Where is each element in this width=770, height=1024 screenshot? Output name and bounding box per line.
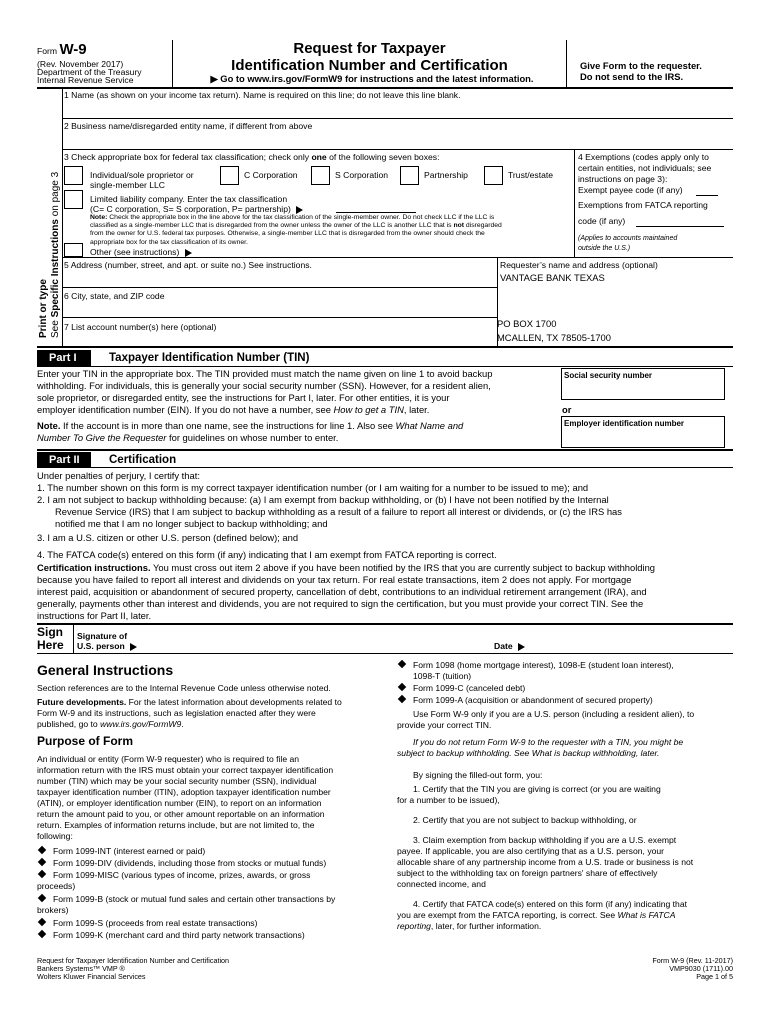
cert-instructions-label: Certification instructions. — [37, 562, 151, 573]
future-dev-3-post: . — [181, 719, 184, 729]
llc-classification-input[interactable] — [336, 212, 416, 213]
future-dev-1-text: For the latest information about developments related to — [126, 697, 342, 707]
line2-business-input[interactable] — [64, 132, 732, 148]
purpose-text-4: taxpayer identification number (ITIN), adoption taxpayer identification number — [37, 787, 331, 797]
certify-4c — [397, 921, 541, 932]
ssn-box[interactable] — [561, 368, 725, 400]
list-item — [37, 918, 257, 929]
line5-address-input[interactable] — [64, 271, 494, 286]
use-form-text-2: provide your correct TIN. — [397, 720, 492, 730]
cert-intro: Under penalties of perjury, I certify that: — [37, 470, 200, 481]
how-to-get-tin-ref: How to get a TIN — [333, 404, 404, 415]
line5-address-label: 5 Address (number, street, and apt. or suite no.) See instructions. — [64, 260, 312, 270]
bullet-1099-misc: Form 1099-MISC (various types of income, prizes, awards, or gross — [53, 870, 311, 880]
footer-publisher: Bankers Systems™ VMP ® — [37, 964, 125, 973]
line1-name-label: 1 Name (as shown on your income tax return). Name is required on this line; do not leave this line blank. — [64, 90, 461, 100]
number-to-give-ref: Number To Give the Requester — [37, 432, 167, 443]
bullet-1099-div: Form 1099-DIV (dividends, including those from stocks or mutual funds) — [53, 858, 327, 868]
diamond-bullet-icon — [38, 858, 46, 866]
footer-company: Wolters Kluwer Financial Services — [37, 972, 146, 981]
bullet-1099-misc-cont: proceeds) — [37, 881, 76, 891]
certify-3e: connected income, and — [397, 879, 486, 889]
certify-3d: subject to the withholding tax on foreign partners' share of effectively — [397, 868, 658, 878]
note-line2: classified as a single-member LLC that is disregarded from the owner unless the owner of the LLC is another LLC that is — [90, 222, 454, 230]
ein-label: Employer identification number — [564, 419, 685, 428]
list-item — [37, 846, 205, 857]
section-references: Section references are to the Internal Revenue Code unless otherwise noted. — [37, 683, 331, 693]
date-field[interactable] — [540, 632, 730, 650]
signature-label-2 — [77, 641, 137, 652]
form-title-line1: Request for Taxpayer — [293, 40, 446, 57]
bullet-1099-b: Form 1099-B (stock or mutual fund sales and certain other transactions by — [53, 894, 336, 904]
arrow-right-icon — [130, 643, 137, 651]
certify-4b — [397, 910, 675, 921]
cert-item-3: 3. I am a U.S. citizen or other U.S. person (defined below); and — [37, 532, 299, 543]
exempt-payee-input[interactable] — [696, 195, 718, 196]
revision-date: (Rev. November 2017) — [37, 59, 124, 69]
side-instructions — [38, 38, 62, 338]
agency: Internal Revenue Service — [37, 75, 134, 85]
future-dev-2: Form W-9 and its instructions, such as legislation enacted after they were — [37, 708, 316, 718]
part1-title: Taxpayer Identification Number (TIN) — [109, 352, 310, 364]
purpose-text-7: return. Examples of information returns include, but are not limited to, the — [37, 820, 315, 830]
list-item — [37, 870, 310, 881]
or-label: or — [562, 404, 572, 415]
part1-note-1-pre: If the account is in more than one name, see the instructions for line 1. Also see — [60, 420, 396, 431]
checkbox-s-corporation[interactable] — [311, 166, 330, 185]
list-item — [37, 858, 326, 869]
part1-label: Part I — [37, 350, 91, 366]
bullet-1099-a: Form 1099-A (acquisition or abandonment of secured property) — [413, 695, 653, 705]
label-c-corporation: C Corporation — [244, 170, 298, 180]
exemptions-2: certain entities, not individuals; see — [578, 163, 712, 173]
certify-1b: for a number to be issued), — [397, 795, 500, 805]
certify-4a: 4. Certify that FATCA code(s) entered on this form (if any) indicating that — [413, 899, 688, 909]
diamond-bullet-icon — [38, 870, 46, 878]
fatca-applies-2: outside the U.S.) — [578, 245, 631, 252]
give-form-note: Give Form to the requester. — [580, 60, 702, 71]
part1-text-3: sole proprietor, or disregarded entity, see the instructions for Part I, later. For other entities, it is your — [37, 392, 450, 403]
line7-account-label: 7 List account number(s) here (optional) — [64, 322, 217, 332]
certify-1a: 1. Certify that the TIN you are giving is correct (or you are waiting — [413, 784, 661, 794]
note-line2-end: disregarded — [464, 222, 502, 230]
cert-instructions-3: interest paid, acquisition or abandonment of secured property, cancellation of debt, contributions to an individual retirement arrangement (IRA), and — [37, 586, 647, 597]
certify-3a: 3. Claim exemption from backup withholding if you are a U.S. exempt — [413, 835, 677, 845]
ein-box[interactable] — [561, 416, 725, 448]
form-word: Form — [37, 46, 58, 56]
goto-instructions: ▶ Go to www.irs.gov/FormW9 for instructions and the latest information. — [210, 73, 534, 84]
list-item — [397, 695, 653, 706]
cert-item-2a: 2. I am not subject to backup withholding because: (a) I am exempt from backup withholding, or (b) I have not been notified by the Internal — [37, 494, 609, 505]
diamond-bullet-icon — [38, 846, 46, 854]
here-label: Here — [37, 638, 64, 652]
do-not-send-note: Do not send to the IRS. — [580, 71, 684, 82]
part1-note-1 — [37, 420, 463, 432]
irs-url-link[interactable]: www.irs.gov/FormW9 — [100, 719, 182, 729]
cert-instructions-1 — [37, 562, 655, 574]
side-see: See — [50, 317, 61, 338]
line6-city-label: 6 City, state, and ZIP code — [64, 291, 165, 301]
requester-label: Requester’s name and address (optional) — [500, 260, 658, 270]
fatca-applies-1: (Applies to accounts maintained — [578, 235, 678, 242]
future-dev-label: Future developments. — [37, 697, 127, 707]
cert-instructions-2: because you have failed to report all interest and dividends on your tax return. For real estate transactions, item 2 does not apply. For mortgage — [37, 574, 632, 585]
side-specific: Specific Instructions — [50, 219, 61, 318]
signature-field[interactable] — [180, 628, 470, 650]
use-form-text-1: Use Form W-9 only if you are a U.S. person (including a resident alien), to — [413, 709, 695, 719]
line3-one: one — [311, 152, 327, 162]
department: Department of the Treasury — [37, 67, 142, 77]
list-item — [37, 894, 335, 905]
label-individual-2: single-member LLC — [90, 180, 165, 190]
general-instructions-title: General Instructions — [37, 662, 174, 678]
reporting-ref: reporting — [397, 921, 431, 931]
part1-text-1: Enter your TIN in the appropriate box. The TIN provided must match the name given on line 1 to avoid backup — [37, 368, 493, 379]
label-partnership: Partnership — [424, 170, 468, 180]
list-item — [397, 683, 525, 694]
part1-text-4-pre: employer identification number (EIN). If you do not have a number, see — [37, 404, 334, 415]
note-line3: from the owner for U.S. federal tax purposes. Otherwise, a single-member LLC that is disregarded from the owner should check the — [90, 230, 485, 238]
arrow-right-icon — [185, 249, 192, 257]
fatca-code-input[interactable] — [636, 226, 724, 227]
list-item — [37, 930, 305, 941]
diamond-bullet-icon — [398, 695, 406, 703]
side-print-or-type: Print or type — [38, 279, 49, 338]
checkbox-trust-estate[interactable] — [484, 166, 503, 185]
date-label — [494, 641, 525, 652]
fatca-code-label: code (if any) — [578, 216, 626, 226]
bullet-1098: Form 1098 (home mortgage interest), 1098-E (student loan interest), — [413, 660, 674, 670]
diamond-bullet-icon — [38, 930, 46, 938]
note-line4: appropriate box for the tax classification of its owner. — [90, 238, 248, 246]
purpose-text-2: information return with the IRS must obtain your correct taxpayer identification — [37, 765, 334, 775]
bullet-1099-c: Form 1099-C (canceled debt) — [413, 683, 526, 693]
llc-classification-text: (C= C corporation, S= S corporation, P= partnership) — [90, 204, 291, 214]
sign-label: Sign — [37, 625, 63, 639]
future-dev-3-pre: published, go to — [37, 719, 101, 729]
ssn-label: Social security number — [564, 371, 653, 380]
exemptions-1: 4 Exemptions (codes apply only to — [578, 152, 709, 162]
purpose-text-1: An individual or entity (Form W-9 requester) who is required to file an — [37, 754, 300, 764]
certify-2: 2. Certify that you are not subject to backup withholding, or — [413, 815, 637, 825]
us-person-text: U.S. person — [77, 641, 125, 651]
line2-business-label: 2 Business name/disregarded entity name, if different from above — [64, 121, 313, 131]
certify-4b-pre: you are exempt from the FATCA reporting, is correct. See — [397, 910, 618, 920]
future-dev-3 — [37, 719, 184, 730]
part2-label: Part II — [37, 452, 91, 468]
bullet-1099-k: Form 1099-K (merchant card and third party network transactions) — [53, 930, 305, 940]
exempt-payee-label: Exempt payee code (if any) — [578, 185, 683, 195]
checkbox-partnership[interactable] — [400, 166, 419, 185]
bullet-1098-cont: 1098-T (tuition) — [413, 671, 472, 681]
diamond-bullet-icon — [398, 683, 406, 691]
checkbox-llc[interactable] — [64, 190, 83, 209]
purpose-text-6: return the amount paid to you, or other amount reportable on an information — [37, 809, 325, 819]
diamond-bullet-icon — [38, 894, 46, 902]
purpose-of-form-title: Purpose of Form — [37, 734, 134, 748]
by-signing-text: By signing the filled-out form, you: — [413, 770, 543, 780]
form-number: W-9 — [59, 41, 87, 58]
part1-text-4-post: , later. — [403, 404, 430, 415]
checkbox-other[interactable] — [64, 243, 83, 257]
bullet-1099-s: Form 1099-S (proceeds from real estate transactions) — [53, 918, 258, 928]
bullet-1099-b-cont: brokers) — [37, 905, 69, 915]
part2-title: Certification — [109, 454, 177, 466]
llc-note — [90, 214, 568, 247]
purpose-text-8: following: — [37, 831, 73, 841]
what-name-ref: What Name and — [395, 420, 464, 431]
part1-note-label: Note. — [37, 420, 61, 431]
cert-item-4: 4. The FATCA code(s) entered on this form (if any) indicating that I am exempt from FATCA reporting is correct. — [37, 549, 497, 560]
line3-pre: 3 Check appropriate box for federal tax classification; check only — [64, 152, 312, 162]
cert-instructions-1-text: You must cross out item 2 above if you have been notified by the IRS that you are currently subject to backup withholding — [150, 562, 656, 573]
side-on-page: on page 3 — [50, 171, 61, 220]
future-dev-1 — [37, 697, 342, 708]
certify-3b: payee. If applicable, you are also certifying that as a U.S. person, your — [397, 846, 665, 856]
diamond-bullet-icon — [38, 918, 46, 926]
form-title-line2: Identification Number and Certification — [231, 57, 508, 74]
footer-page-number: Page 1 of 5 — [696, 972, 733, 981]
purpose-text-3: number (TIN) which may be your social security number (SSN), individual — [37, 776, 317, 786]
line1-name-input[interactable] — [64, 100, 732, 118]
requester-name: VANTAGE BANK TEXAS — [500, 272, 605, 283]
cert-item-2b: Revenue Service (IRS) that I am subject to backup withholding as a result of a failure to report all interest or dividends, or (c) the IRS has — [55, 506, 622, 517]
part1-note-2-post: for guidelines on whose number to enter. — [166, 432, 339, 443]
note-label: Note: — [90, 214, 108, 221]
checkbox-c-corporation[interactable] — [220, 166, 239, 185]
certify-3c: allocable share of any partnership income from a U.S. trade or business is not — [397, 857, 694, 867]
diamond-bullet-icon — [398, 660, 406, 668]
signature-label-1: Signature of — [77, 631, 128, 641]
cert-item-1: 1. The number shown on this form is my correct taxpayer identification number (or I am waiting for a number to be issued to me); and — [37, 482, 589, 493]
label-trust-estate: Trust/estate — [508, 170, 554, 180]
line6-city-input[interactable] — [64, 302, 494, 316]
label-llc-1: Limited liability company. Enter the tax classification — [90, 194, 288, 204]
cert-item-2c: notified me that I am no longer subject to backup withholding; and — [55, 518, 328, 529]
cert-instructions-5: instructions for Part II, later. — [37, 610, 152, 621]
label-s-corporation: S Corporation — [335, 170, 389, 180]
other-text: Other (see instructions) — [90, 247, 180, 257]
requester-address-line1: PO BOX 1700 — [497, 318, 557, 329]
arrow-right-icon — [518, 643, 525, 651]
line3-label — [64, 152, 439, 163]
exemptions-3: instructions on page 3): — [578, 174, 668, 184]
what-is-fatca-ref: What is FATCA — [617, 910, 676, 920]
goto-text: Go to www.irs.gov/FormW9 for instructions and the latest information. — [220, 73, 534, 84]
bullet-1099-int: Form 1099-INT (interest earned or paid) — [53, 846, 206, 856]
label-individual-1: Individual/sole proprietor or — [90, 170, 194, 180]
note-not: not — [453, 222, 465, 230]
note-line1: Check the appropriate box in the line above for the tax classification of the single-member owner. Do not check LLC if the LLC is — [107, 214, 495, 221]
line3-post: of the following seven boxes: — [326, 152, 440, 162]
requester-address-line2: MCALLEN, TX 78505-1700 — [497, 332, 611, 343]
not-return-text-1: If you do not return Form W-9 to the requester with a TIN, you might be — [413, 737, 684, 747]
part1-text-4 — [37, 404, 429, 416]
footer-form-name: Request for Taxpayer Identification Number and Certification — [37, 956, 230, 965]
part1-note-2 — [37, 432, 338, 444]
fatca-label: Exemptions from FATCA reporting — [578, 200, 708, 210]
list-item — [397, 660, 674, 671]
purpose-text-5: (ATIN), or employer identification number (EIN), to report on an information — [37, 798, 322, 808]
part1-text-2: withholding. For individuals, this is generally your social security number (SSN). However, for a resident alien, — [37, 380, 491, 391]
not-return-text-2: subject to backup withholding. See What is backup withholding, later. — [397, 748, 660, 758]
cert-instructions-4: generally, payments other than interest and dividends, you are not required to sign the certification, but you must provide your correct TIN. See the — [37, 598, 644, 609]
checkbox-individual[interactable] — [64, 166, 83, 185]
date-text: Date — [494, 641, 513, 651]
footer-form-rev: Form W-9 (Rev. 11-2017) — [652, 956, 733, 965]
arrow-right-icon — [296, 206, 303, 214]
footer-vmp-code: VMP9030 (1711).00 — [669, 964, 733, 973]
certify-4c-post: , later, for further information. — [430, 921, 542, 931]
